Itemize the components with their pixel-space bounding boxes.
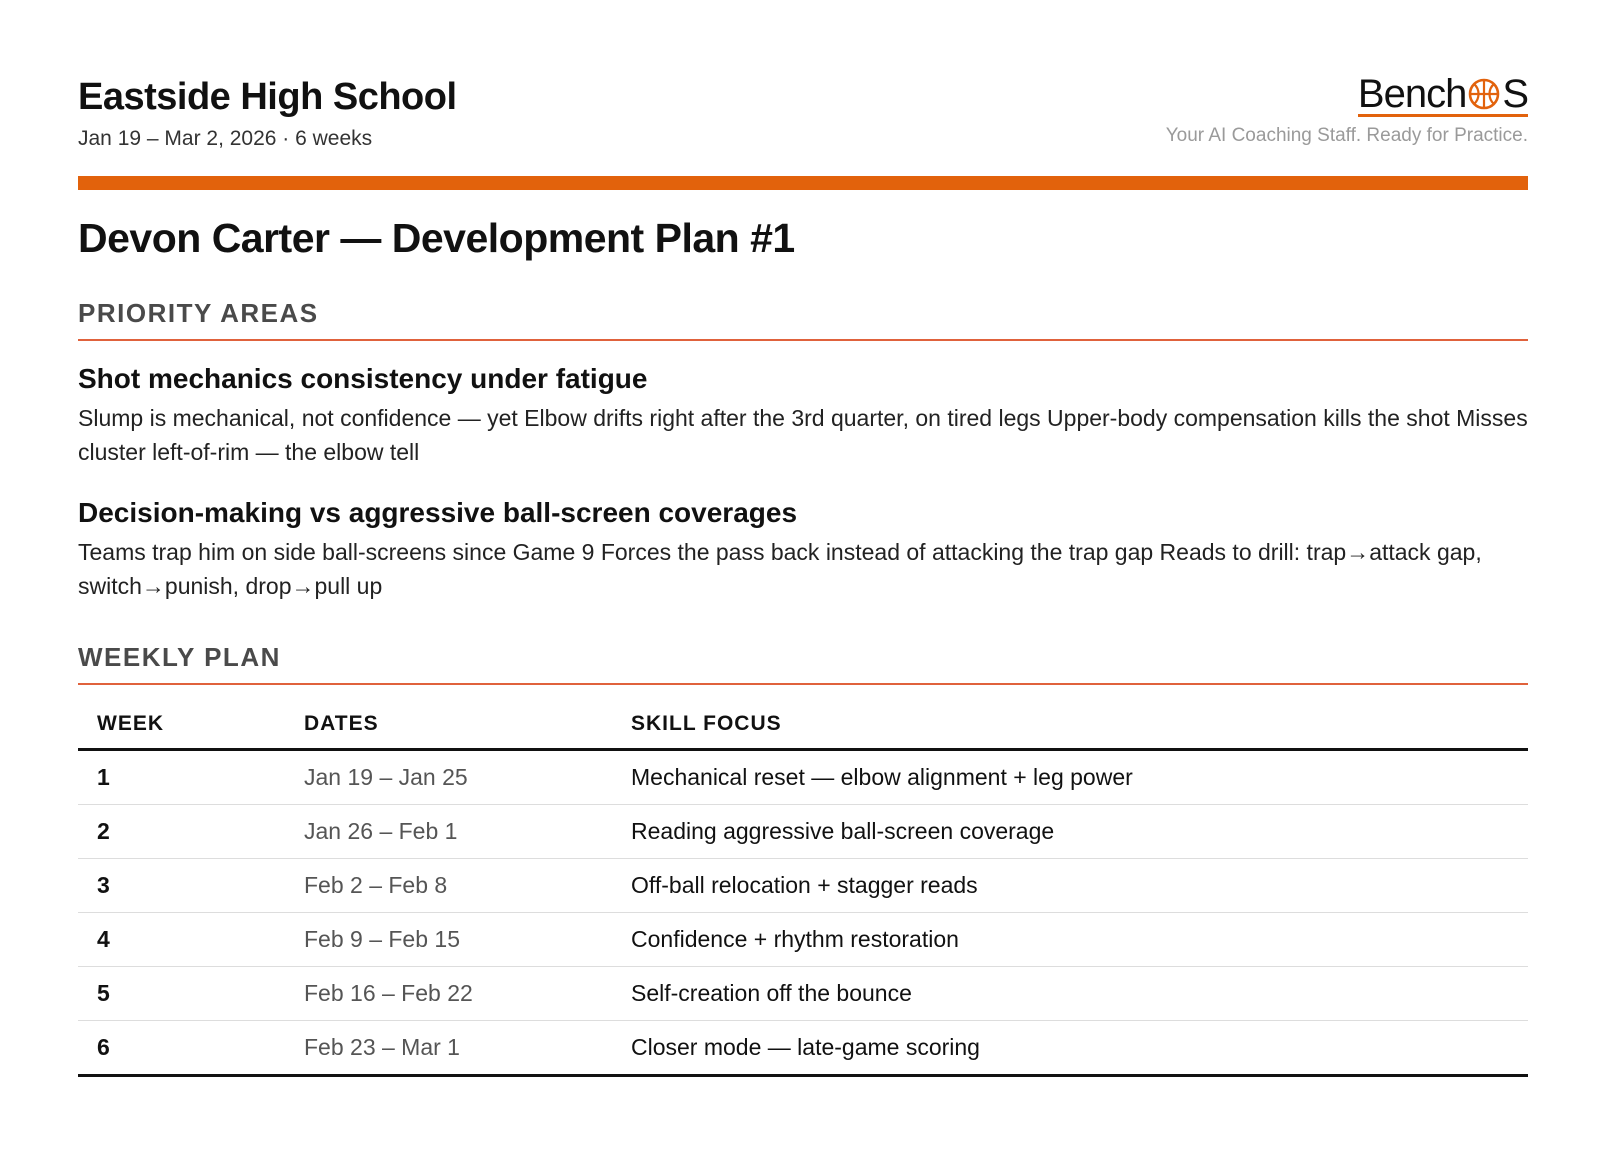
week-skill-focus: Closer mode — late-game scoring — [612, 1021, 1528, 1076]
brand-block — [1166, 74, 1528, 147]
week-dates: Feb 9 – Feb 15 — [285, 913, 612, 967]
week-skill-focus: Self-creation off the bounce — [612, 967, 1528, 1021]
school-name: Eastside High School — [78, 76, 457, 118]
document-header — [78, 0, 1528, 190]
weekly-plan-table — [78, 700, 1528, 1077]
table-row — [78, 805, 1528, 859]
plan-title: Devon Carter — Development Plan #1 — [78, 215, 795, 261]
week-skill-focus: Off-ball relocation + stagger reads — [612, 859, 1528, 913]
week-number: 3 — [78, 859, 285, 913]
brand-logo-text-right: S — [1502, 72, 1528, 116]
week-dates: Jan 19 – Jan 25 — [285, 750, 612, 805]
column-header-week: WEEK — [78, 700, 285, 750]
brand-logo — [1358, 74, 1528, 117]
week-number: 6 — [78, 1021, 285, 1076]
week-number: 1 — [78, 750, 285, 805]
priority-item — [78, 363, 1528, 469]
priority-title: Decision-making vs aggressive ball-screen coverages — [78, 497, 798, 528]
week-number: 2 — [78, 805, 285, 859]
week-dates: Feb 23 – Mar 1 — [285, 1021, 612, 1076]
table-row — [78, 913, 1528, 967]
column-header-skill-focus: SKILL FOCUS — [612, 700, 1528, 750]
priority-title: Shot mechanics consistency under fatigue — [78, 363, 648, 394]
week-number: 5 — [78, 967, 285, 1021]
document-page — [78, 0, 1528, 1060]
table-row — [78, 967, 1528, 1021]
week-skill-focus: Reading aggressive ball-screen coverage — [612, 805, 1528, 859]
table-row — [78, 1021, 1528, 1076]
week-skill-focus: Confidence + rhythm restoration — [612, 913, 1528, 967]
brand-tagline: Your AI Coaching Staff. Ready for Practice. — [1165, 125, 1528, 146]
week-number: 4 — [78, 913, 285, 967]
priority-description: Teams trap him on side ball-screens since Game 9 Forces the pass back instead of attacking the trap gap Reads to drill: trap→attack gap, switch→punish, drop→pull up — [78, 539, 1482, 599]
header-divider — [78, 176, 1528, 190]
priority-description: Slump is mechanical, not confidence — yet Elbow drifts right after the 3rd quarter, on tired legs Upper-body compensation kills the shot Misses cluster left-of-rim — the elbow tell — [78, 405, 1528, 465]
plan-date-range: Jan 19 – Mar 2, 2026 · 6 weeks — [78, 127, 373, 150]
week-dates: Jan 26 – Feb 1 — [285, 805, 612, 859]
week-skill-focus: Mechanical reset — elbow alignment + leg power — [612, 750, 1528, 805]
table-row — [78, 750, 1528, 805]
priority-areas-heading: PRIORITY AREAS — [78, 298, 1528, 341]
column-header-dates: DATES — [285, 700, 612, 750]
priority-item — [78, 497, 1528, 603]
brand-logo-text-left: Bench — [1357, 72, 1467, 116]
table-header-row — [78, 700, 1528, 750]
weekly-plan-heading: WEEKLY PLAN — [78, 642, 1528, 685]
table-row — [78, 859, 1528, 913]
week-dates: Feb 16 – Feb 22 — [285, 967, 612, 1021]
basketball-icon — [1467, 77, 1501, 111]
week-dates: Feb 2 – Feb 8 — [285, 859, 612, 913]
